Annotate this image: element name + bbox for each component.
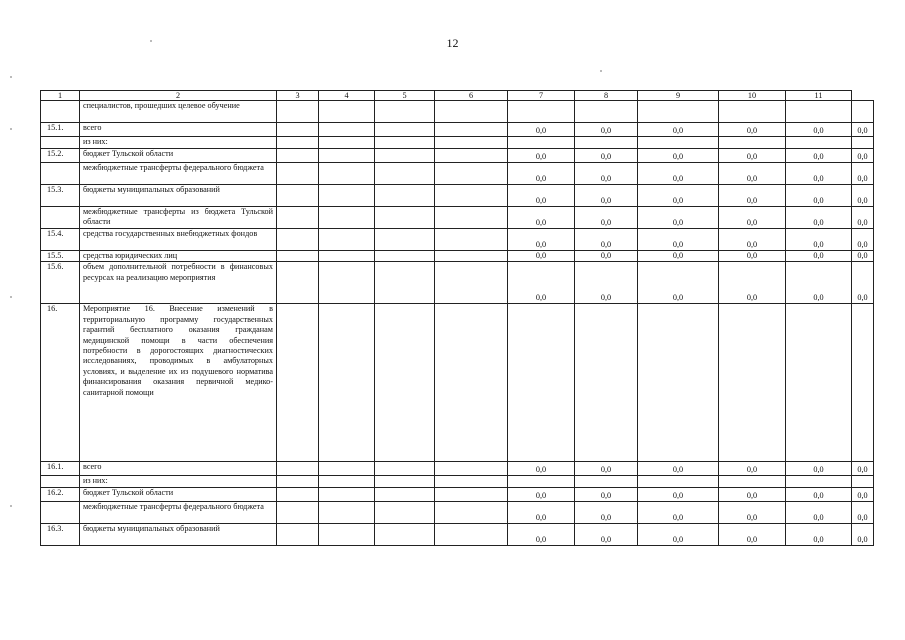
value-cell: 0,0 bbox=[575, 207, 638, 229]
table-row bbox=[41, 123, 874, 137]
value-cell bbox=[435, 137, 508, 149]
value-cell bbox=[435, 462, 508, 476]
table-row bbox=[41, 185, 874, 207]
value-cell bbox=[638, 476, 719, 488]
value-cell: 0,0 bbox=[575, 123, 638, 137]
value-cell bbox=[319, 229, 375, 251]
value-cell bbox=[375, 137, 435, 149]
value-cell: 0,0 bbox=[786, 502, 852, 524]
table-row bbox=[41, 304, 874, 462]
value-cell: 0,0 bbox=[786, 462, 852, 476]
row-name: всего bbox=[80, 462, 277, 476]
table-row bbox=[41, 502, 874, 524]
row-name: объем дополнительной потребности в финансовых ресурсах на реализацию мероприятия bbox=[80, 262, 277, 304]
table-row bbox=[41, 163, 874, 185]
value-cell: 0,0 bbox=[508, 163, 575, 185]
value-cell bbox=[435, 207, 508, 229]
value-cell: 0,0 bbox=[638, 163, 719, 185]
value-cell bbox=[319, 137, 375, 149]
value-cell bbox=[277, 304, 319, 462]
value-cell bbox=[277, 262, 319, 304]
value-cell: 0,0 bbox=[638, 123, 719, 137]
value-cell bbox=[277, 137, 319, 149]
value-cell bbox=[277, 462, 319, 476]
value-cell: 0,0 bbox=[638, 229, 719, 251]
column-number-header: 9 bbox=[638, 91, 719, 101]
row-name: бюджет Тульской области bbox=[80, 488, 277, 502]
value-cell: 0,0 bbox=[852, 502, 874, 524]
value-cell bbox=[508, 137, 575, 149]
value-cell bbox=[852, 101, 874, 123]
value-cell: 0,0 bbox=[786, 185, 852, 207]
row-number bbox=[41, 207, 80, 229]
value-cell bbox=[277, 207, 319, 229]
row-number bbox=[41, 101, 80, 123]
value-cell: 0,0 bbox=[508, 262, 575, 304]
value-cell: 0,0 bbox=[508, 488, 575, 502]
row-number: 16. bbox=[41, 304, 80, 462]
value-cell bbox=[319, 251, 375, 262]
value-cell: 0,0 bbox=[852, 185, 874, 207]
value-cell: 0,0 bbox=[638, 462, 719, 476]
value-cell bbox=[319, 185, 375, 207]
row-name: из них: bbox=[80, 137, 277, 149]
row-number bbox=[41, 163, 80, 185]
row-number bbox=[41, 502, 80, 524]
value-cell: 0,0 bbox=[719, 149, 786, 163]
value-cell bbox=[852, 137, 874, 149]
value-cell bbox=[375, 101, 435, 123]
value-cell bbox=[319, 207, 375, 229]
value-cell bbox=[375, 502, 435, 524]
value-cell bbox=[435, 101, 508, 123]
value-cell: 0,0 bbox=[719, 229, 786, 251]
row-number: 16.2. bbox=[41, 488, 80, 502]
value-cell bbox=[435, 123, 508, 137]
budget-table bbox=[40, 90, 874, 546]
value-cell bbox=[786, 304, 852, 462]
value-cell bbox=[375, 185, 435, 207]
row-name: средства юридических лиц bbox=[80, 251, 277, 262]
value-cell: 0,0 bbox=[638, 502, 719, 524]
value-cell: 0,0 bbox=[508, 524, 575, 546]
value-cell: 0,0 bbox=[719, 185, 786, 207]
value-cell: 0,0 bbox=[638, 262, 719, 304]
value-cell bbox=[575, 476, 638, 488]
value-cell bbox=[435, 502, 508, 524]
value-cell bbox=[508, 476, 575, 488]
table-row bbox=[41, 524, 874, 546]
row-name: межбюджетные трансферты федерального бюджета bbox=[80, 163, 277, 185]
value-cell bbox=[375, 149, 435, 163]
value-cell bbox=[277, 502, 319, 524]
row-number: 16.3. bbox=[41, 524, 80, 546]
row-number: 15.5. bbox=[41, 251, 80, 262]
value-cell: 0,0 bbox=[638, 149, 719, 163]
value-cell bbox=[319, 149, 375, 163]
value-cell bbox=[435, 251, 508, 262]
value-cell: 0,0 bbox=[719, 502, 786, 524]
value-cell: 0,0 bbox=[852, 251, 874, 262]
value-cell: 0,0 bbox=[638, 251, 719, 262]
value-cell bbox=[319, 262, 375, 304]
value-cell: 0,0 bbox=[852, 524, 874, 546]
value-cell: 0,0 bbox=[508, 462, 575, 476]
table-row bbox=[41, 149, 874, 163]
value-cell bbox=[277, 185, 319, 207]
value-cell: 0,0 bbox=[638, 524, 719, 546]
value-cell: 0,0 bbox=[786, 123, 852, 137]
value-cell bbox=[277, 476, 319, 488]
value-cell: 0,0 bbox=[786, 229, 852, 251]
row-name: из них: bbox=[80, 476, 277, 488]
value-cell bbox=[277, 101, 319, 123]
value-cell: 0,0 bbox=[786, 262, 852, 304]
value-cell bbox=[375, 207, 435, 229]
value-cell: 0,0 bbox=[719, 524, 786, 546]
value-cell bbox=[575, 304, 638, 462]
value-cell bbox=[277, 123, 319, 137]
value-cell bbox=[375, 462, 435, 476]
table-row bbox=[41, 207, 874, 229]
value-cell bbox=[277, 524, 319, 546]
row-name: специалистов, прошедших целевое обучение bbox=[80, 101, 277, 123]
value-cell: 0,0 bbox=[719, 163, 786, 185]
table-row bbox=[41, 251, 874, 262]
row-number: 16.1. bbox=[41, 462, 80, 476]
value-cell bbox=[319, 488, 375, 502]
value-cell: 0,0 bbox=[719, 488, 786, 502]
value-cell: 0,0 bbox=[852, 488, 874, 502]
row-name: всего bbox=[80, 123, 277, 137]
value-cell bbox=[375, 229, 435, 251]
value-cell: 0,0 bbox=[508, 207, 575, 229]
column-number-header: 11 bbox=[786, 91, 852, 101]
value-cell bbox=[435, 488, 508, 502]
value-cell: 0,0 bbox=[575, 462, 638, 476]
table-row bbox=[41, 229, 874, 251]
value-cell bbox=[319, 123, 375, 137]
value-cell bbox=[638, 101, 719, 123]
value-cell: 0,0 bbox=[575, 149, 638, 163]
column-number-header: 10 bbox=[719, 91, 786, 101]
value-cell bbox=[575, 101, 638, 123]
value-cell bbox=[719, 101, 786, 123]
value-cell bbox=[375, 123, 435, 137]
value-cell: 0,0 bbox=[719, 207, 786, 229]
column-number-header: 2 bbox=[80, 91, 277, 101]
value-cell: 0,0 bbox=[508, 251, 575, 262]
table-row bbox=[41, 462, 874, 476]
value-cell: 0,0 bbox=[508, 229, 575, 251]
column-number-header: 6 bbox=[435, 91, 508, 101]
value-cell bbox=[852, 476, 874, 488]
value-cell: 0,0 bbox=[852, 229, 874, 251]
value-cell bbox=[375, 304, 435, 462]
row-number: 15.2. bbox=[41, 149, 80, 163]
value-cell bbox=[319, 502, 375, 524]
column-number-header: 8 bbox=[575, 91, 638, 101]
value-cell bbox=[435, 185, 508, 207]
value-cell: 0,0 bbox=[575, 524, 638, 546]
row-number: 15.6. bbox=[41, 262, 80, 304]
value-cell: 0,0 bbox=[638, 488, 719, 502]
value-cell: 0,0 bbox=[508, 502, 575, 524]
column-number-header: 1 bbox=[41, 91, 80, 101]
value-cell: 0,0 bbox=[575, 488, 638, 502]
value-cell: 0,0 bbox=[575, 502, 638, 524]
value-cell bbox=[277, 163, 319, 185]
value-cell bbox=[508, 101, 575, 123]
column-number-header: 5 bbox=[375, 91, 435, 101]
value-cell: 0,0 bbox=[575, 262, 638, 304]
value-cell bbox=[319, 476, 375, 488]
table-row bbox=[41, 137, 874, 149]
table-row bbox=[41, 488, 874, 502]
table-row bbox=[41, 101, 874, 123]
value-cell bbox=[575, 137, 638, 149]
value-cell bbox=[319, 163, 375, 185]
value-cell bbox=[719, 476, 786, 488]
value-cell: 0,0 bbox=[719, 262, 786, 304]
value-cell: 0,0 bbox=[719, 462, 786, 476]
row-number bbox=[41, 137, 80, 149]
value-cell: 0,0 bbox=[852, 462, 874, 476]
value-cell bbox=[375, 524, 435, 546]
value-cell: 0,0 bbox=[786, 149, 852, 163]
value-cell: 0,0 bbox=[508, 185, 575, 207]
row-name: средства государственных внебюджетных фондов bbox=[80, 229, 277, 251]
value-cell bbox=[508, 304, 575, 462]
column-number-header: 7 bbox=[508, 91, 575, 101]
value-cell: 0,0 bbox=[786, 207, 852, 229]
table-row bbox=[41, 262, 874, 304]
value-cell bbox=[435, 524, 508, 546]
row-name: межбюджетные трансферты федерального бюджета bbox=[80, 502, 277, 524]
value-cell bbox=[435, 163, 508, 185]
table-row bbox=[41, 476, 874, 488]
value-cell bbox=[638, 137, 719, 149]
value-cell: 0,0 bbox=[638, 207, 719, 229]
row-number bbox=[41, 476, 80, 488]
value-cell bbox=[435, 262, 508, 304]
value-cell: 0,0 bbox=[852, 207, 874, 229]
value-cell: 0,0 bbox=[852, 163, 874, 185]
value-cell bbox=[375, 262, 435, 304]
value-cell bbox=[277, 229, 319, 251]
value-cell bbox=[375, 251, 435, 262]
value-cell: 0,0 bbox=[786, 488, 852, 502]
value-cell: 0,0 bbox=[575, 163, 638, 185]
value-cell bbox=[375, 476, 435, 488]
value-cell: 0,0 bbox=[786, 251, 852, 262]
row-number: 15.4. bbox=[41, 229, 80, 251]
value-cell: 0,0 bbox=[638, 185, 719, 207]
value-cell bbox=[435, 229, 508, 251]
value-cell bbox=[852, 304, 874, 462]
value-cell bbox=[786, 476, 852, 488]
value-cell: 0,0 bbox=[852, 149, 874, 163]
row-name: бюджеты муниципальных образований bbox=[80, 524, 277, 546]
value-cell bbox=[786, 137, 852, 149]
value-cell: 0,0 bbox=[575, 185, 638, 207]
row-name: Мероприятие 16. Внесение изменений в территориальную программу государственных гарантий бесплатного оказания гражданам медицинской помощи в части обеспечения потребности в дорогостоящих диагностических исследованиях, проводимых в амбулаторных условиях, и выделение их из подушевого норматива финансирования оказания первичной медико-санитарной помощи bbox=[80, 304, 277, 462]
value-cell: 0,0 bbox=[786, 524, 852, 546]
value-cell: 0,0 bbox=[508, 149, 575, 163]
value-cell bbox=[719, 304, 786, 462]
value-cell bbox=[277, 488, 319, 502]
column-number-header: 4 bbox=[319, 91, 375, 101]
value-cell bbox=[319, 101, 375, 123]
value-cell bbox=[277, 251, 319, 262]
row-name: бюджет Тульской области bbox=[80, 149, 277, 163]
value-cell: 0,0 bbox=[575, 229, 638, 251]
value-cell bbox=[375, 163, 435, 185]
value-cell bbox=[319, 304, 375, 462]
value-cell: 0,0 bbox=[719, 251, 786, 262]
value-cell bbox=[786, 101, 852, 123]
value-cell bbox=[319, 524, 375, 546]
value-cell bbox=[435, 304, 508, 462]
value-cell bbox=[638, 304, 719, 462]
value-cell: 0,0 bbox=[719, 123, 786, 137]
value-cell bbox=[435, 476, 508, 488]
row-number: 15.1. bbox=[41, 123, 80, 137]
column-number-header: 3 bbox=[277, 91, 319, 101]
value-cell: 0,0 bbox=[508, 123, 575, 137]
value-cell bbox=[719, 137, 786, 149]
value-cell bbox=[375, 488, 435, 502]
row-number: 15.3. bbox=[41, 185, 80, 207]
value-cell: 0,0 bbox=[852, 123, 874, 137]
page-number: 12 bbox=[446, 36, 459, 50]
table-header-row bbox=[41, 91, 874, 101]
value-cell: 0,0 bbox=[575, 251, 638, 262]
value-cell: 0,0 bbox=[786, 163, 852, 185]
row-name: бюджеты муниципальных образований bbox=[80, 185, 277, 207]
row-name: межбюджетные трансферты из бюджета Тульской области bbox=[80, 207, 277, 229]
value-cell bbox=[277, 149, 319, 163]
value-cell bbox=[319, 462, 375, 476]
value-cell bbox=[435, 149, 508, 163]
value-cell: 0,0 bbox=[852, 262, 874, 304]
